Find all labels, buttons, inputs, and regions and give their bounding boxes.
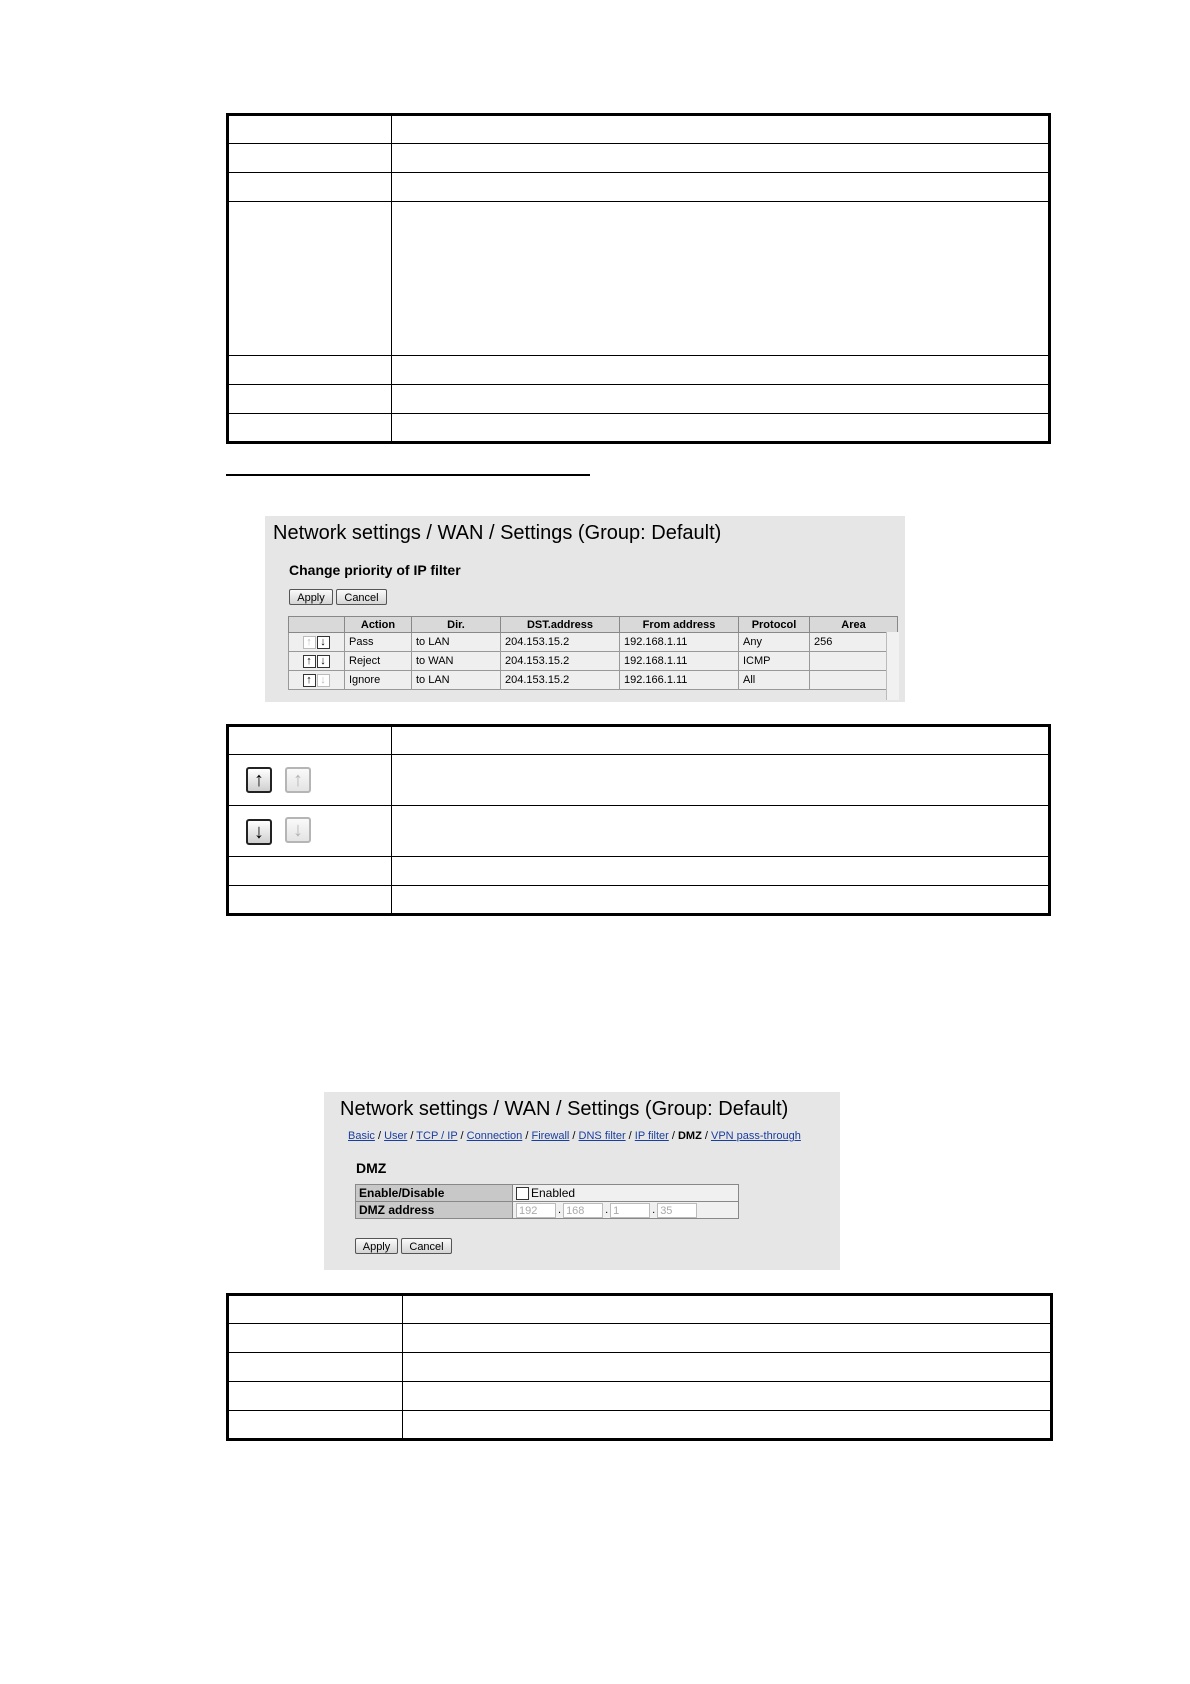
table-cell	[392, 356, 1050, 385]
area-cell	[810, 652, 898, 671]
breadcrumb-separator: /	[374, 1130, 385, 1142]
dst-cell: 204.153.15.2	[501, 671, 620, 690]
cancel-button[interactable]: Cancel	[401, 1238, 452, 1254]
table-cell	[392, 755, 1050, 806]
down-arrow-icon[interactable]: ↓	[317, 636, 330, 649]
table-cell	[228, 1295, 403, 1324]
ip-dot: .	[652, 1204, 656, 1217]
from-cell: 192.168.1.11	[620, 652, 739, 671]
priority-cell	[289, 671, 345, 690]
table-cell	[228, 173, 392, 202]
breadcrumb-separator: /	[625, 1130, 635, 1142]
from-cell: 192.166.1.11	[620, 671, 739, 690]
column-header: DST.address	[501, 617, 620, 633]
dst-cell: 204.153.15.2	[501, 633, 620, 652]
ipfilter-panel	[265, 516, 905, 702]
dmz-settings-table	[355, 1184, 739, 1219]
table-cell	[228, 1324, 403, 1353]
column-header: Action	[345, 617, 412, 633]
up-arrow-icon[interactable]: ↑	[303, 674, 316, 687]
column-header: Protocol	[739, 617, 810, 633]
up-arrow-icon[interactable]: ↑	[303, 636, 316, 649]
breadcrumb-separator: /	[701, 1130, 711, 1142]
table-row	[289, 671, 898, 690]
table-cell	[403, 1324, 1052, 1353]
breadcrumb-basic[interactable]: Basic	[348, 1130, 375, 1142]
protocol-cell: ICMP	[739, 652, 810, 671]
column-header: Dir.	[412, 617, 501, 633]
page-title: Network settings / WAN / Settings (Group: Default)	[273, 522, 722, 544]
table-cell	[403, 1382, 1052, 1411]
dmz-address-cell	[513, 1202, 739, 1219]
dmz-address-label: DMZ address	[356, 1202, 513, 1219]
table-cell	[392, 173, 1050, 202]
page-title: Network settings / WAN / Settings (Group: Default)	[340, 1098, 789, 1120]
ip-dot: .	[558, 1204, 562, 1217]
ip-octet-1-input[interactable]: 192	[516, 1203, 556, 1218]
table-cell	[228, 385, 392, 414]
table-cell	[228, 857, 392, 886]
section-title: DMZ	[356, 1160, 387, 1176]
ip-octet-4-input[interactable]: 35	[657, 1203, 697, 1218]
table-cell	[228, 886, 392, 915]
dir-cell: to WAN	[412, 652, 501, 671]
enabled-label: Enabled	[531, 1185, 576, 1200]
protocol-cell: All	[739, 671, 810, 690]
enable-checkbox[interactable]	[516, 1187, 529, 1200]
table-cell	[392, 806, 1050, 857]
breadcrumb-separator: /	[407, 1130, 417, 1142]
up-arrow-icon[interactable]: ↑	[303, 655, 316, 668]
ip-dot: .	[605, 1204, 609, 1217]
breadcrumb-user[interactable]: User	[384, 1130, 408, 1142]
priority-cell	[289, 652, 345, 671]
section-title: Change priority of IP filter	[289, 562, 461, 578]
table-cell	[392, 385, 1050, 414]
breadcrumb-ip-filter[interactable]: IP filter	[634, 1130, 669, 1142]
table-cell	[228, 115, 392, 144]
breadcrumb-separator: /	[457, 1130, 467, 1142]
table-cell	[228, 414, 392, 443]
breadcrumb-separator: /	[522, 1130, 532, 1142]
ip-octet-2-input[interactable]: 168	[563, 1203, 603, 1218]
breadcrumb-connection[interactable]: Connection	[466, 1130, 523, 1142]
table-cell	[392, 115, 1050, 144]
table-cell	[228, 726, 392, 755]
table-1	[226, 113, 1051, 444]
area-cell	[810, 671, 898, 690]
heading-underline	[226, 474, 590, 476]
table-cell	[228, 755, 392, 806]
down-arrow-icon[interactable]: ↓	[317, 655, 330, 668]
table-cell	[403, 1295, 1052, 1324]
dir-cell: to LAN	[412, 633, 501, 652]
breadcrumb-firewall[interactable]: Firewall	[531, 1130, 570, 1142]
down-arrow-icon[interactable]: ↓	[317, 674, 330, 687]
table-cell	[228, 356, 392, 385]
action-cell: Ignore	[345, 671, 412, 690]
area-cell: 256	[810, 633, 898, 652]
breadcrumb-separator: /	[569, 1130, 579, 1142]
table-cell	[228, 1353, 403, 1382]
table-cell	[228, 1411, 403, 1440]
table-cell	[392, 414, 1050, 443]
ip-filter-table	[288, 616, 898, 690]
breadcrumb-dns-filter[interactable]: DNS filter	[578, 1130, 626, 1142]
action-cell: Reject	[345, 652, 412, 671]
down-arrow-icon: ↓	[246, 819, 272, 845]
table-cell	[228, 202, 392, 356]
table-cell	[228, 806, 392, 857]
table-3	[226, 1293, 1053, 1441]
cancel-button[interactable]: Cancel	[336, 589, 387, 605]
breadcrumb-separator: /	[668, 1130, 678, 1142]
dir-cell: to LAN	[412, 671, 501, 690]
breadcrumb	[348, 1130, 801, 1142]
table-cell	[403, 1353, 1052, 1382]
priority-cell	[289, 633, 345, 652]
table-cell	[392, 202, 1050, 356]
breadcrumb-tcp-ip[interactable]: TCP / IP	[416, 1130, 458, 1142]
from-cell: 192.168.1.11	[620, 633, 739, 652]
breadcrumb-dmz: DMZ	[677, 1130, 702, 1142]
column-header: Area	[810, 617, 898, 633]
protocol-cell: Any	[739, 633, 810, 652]
action-cell: Pass	[345, 633, 412, 652]
scrollbar[interactable]	[886, 632, 899, 700]
up-arrow-icon: ↑	[246, 767, 272, 793]
table-cell	[392, 886, 1050, 915]
apply-button[interactable]: Apply	[289, 589, 333, 605]
table-cell	[392, 726, 1050, 755]
table-cell	[403, 1411, 1052, 1440]
table-row	[289, 633, 898, 652]
apply-button[interactable]: Apply	[355, 1238, 398, 1254]
enable-label: Enable/Disable	[356, 1185, 513, 1202]
dst-cell: 204.153.15.2	[501, 652, 620, 671]
table-2	[226, 724, 1051, 916]
table-row	[356, 1202, 739, 1219]
column-header: From address	[620, 617, 739, 633]
table-row	[289, 652, 898, 671]
table-cell	[228, 144, 392, 173]
table-cell	[392, 857, 1050, 886]
enable-cell	[513, 1185, 739, 1202]
table-row	[356, 1185, 739, 1202]
dmz-panel	[324, 1092, 840, 1270]
breadcrumb-vpn-pass-through[interactable]: VPN pass-through	[710, 1130, 801, 1142]
column-header	[289, 617, 345, 633]
up-arrow-disabled-icon: ↑	[285, 767, 311, 793]
down-arrow-disabled-icon: ↓	[285, 817, 311, 843]
table-cell	[392, 144, 1050, 173]
ip-octet-3-input[interactable]: 1	[610, 1203, 650, 1218]
table-cell	[228, 1382, 403, 1411]
